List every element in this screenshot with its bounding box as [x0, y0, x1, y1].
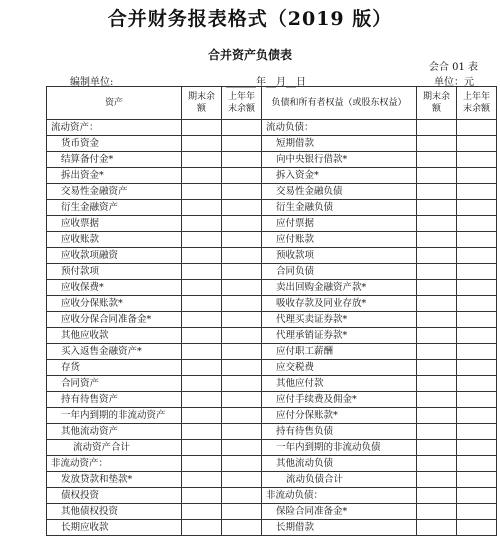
- asset-item-label: 流动资产合计: [47, 440, 182, 456]
- header-prev-balance-2: 上年年末余额: [457, 87, 497, 120]
- asset-end-balance-cell[interactable]: [182, 296, 222, 312]
- liability-item-label: 代理承销证券款*: [262, 328, 417, 344]
- asset-prev-balance-cell[interactable]: [222, 200, 262, 216]
- liability-end-balance-cell[interactable]: [417, 248, 457, 264]
- liability-item-label: 拆入资金*: [262, 168, 417, 184]
- form-code: 会合 01 表: [428, 62, 478, 73]
- asset-item-label: 拆出资金*: [47, 168, 182, 184]
- liability-prev-balance-cell[interactable]: [457, 136, 497, 152]
- asset-end-balance-cell[interactable]: [182, 472, 222, 488]
- table-row: [47, 328, 497, 344]
- table-row: [47, 520, 497, 536]
- liability-end-balance-cell[interactable]: [417, 440, 457, 456]
- asset-end-balance-cell[interactable]: [182, 328, 222, 344]
- liability-item-label: 衍生金融负债: [262, 200, 417, 216]
- liability-item-label: 吸收存款及同业存放*: [262, 296, 417, 312]
- table-row: [47, 248, 497, 264]
- asset-prev-balance-cell[interactable]: [222, 408, 262, 424]
- liability-prev-balance-cell[interactable]: [457, 408, 497, 424]
- liability-end-balance-cell[interactable]: [417, 120, 457, 136]
- asset-end-balance-cell[interactable]: [182, 520, 222, 536]
- asset-prev-balance-cell[interactable]: [222, 392, 262, 408]
- liability-prev-balance-cell[interactable]: [457, 120, 497, 136]
- liability-item-label: 一年内到期的非流动负债: [262, 440, 417, 456]
- liability-end-balance-cell[interactable]: [417, 152, 457, 168]
- table-row: [47, 152, 497, 168]
- asset-end-balance-cell[interactable]: [182, 344, 222, 360]
- header-prev-balance: 上年年末余额: [222, 87, 262, 120]
- liability-end-balance-cell[interactable]: [417, 280, 457, 296]
- liability-end-balance-cell[interactable]: [417, 376, 457, 392]
- liability-item-label: 预收款项: [262, 248, 417, 264]
- table-row: [47, 408, 497, 424]
- asset-end-balance-cell[interactable]: [182, 152, 222, 168]
- asset-prev-balance-cell[interactable]: [222, 248, 262, 264]
- asset-item-label: 交易性金融资产: [47, 184, 182, 200]
- liability-prev-balance-cell[interactable]: [457, 280, 497, 296]
- table-row: [47, 312, 497, 328]
- asset-prev-balance-cell[interactable]: [222, 120, 262, 136]
- asset-prev-balance-cell[interactable]: [222, 472, 262, 488]
- liability-prev-balance-cell[interactable]: [457, 184, 497, 200]
- table-row: [47, 136, 497, 152]
- table-row: [47, 456, 497, 472]
- asset-prev-balance-cell[interactable]: [222, 520, 262, 536]
- asset-prev-balance-cell[interactable]: [222, 216, 262, 232]
- asset-end-balance-cell[interactable]: [182, 200, 222, 216]
- liability-end-balance-cell[interactable]: [417, 504, 457, 520]
- asset-prev-balance-cell[interactable]: [222, 456, 262, 472]
- liability-item-label: 短期借款: [262, 136, 417, 152]
- asset-item-label: 持有待售资产: [47, 392, 182, 408]
- asset-item-label: 流动资产：: [47, 120, 182, 136]
- table-row: [47, 376, 497, 392]
- liability-prev-balance-cell[interactable]: [457, 504, 497, 520]
- table-row: [47, 296, 497, 312]
- table-row: [47, 424, 497, 440]
- table-row: [47, 216, 497, 232]
- asset-end-balance-cell[interactable]: [182, 360, 222, 376]
- liability-item-label: 应付手续费及佣金*: [262, 392, 417, 408]
- liability-prev-balance-cell[interactable]: [457, 360, 497, 376]
- liability-end-balance-cell[interactable]: [417, 264, 457, 280]
- asset-item-label: 预付款项: [47, 264, 182, 280]
- liability-prev-balance-cell[interactable]: [457, 472, 497, 488]
- asset-item-label: 应收保费*: [47, 280, 182, 296]
- liability-item-label: 卖出回购金融资产款*: [262, 280, 417, 296]
- table-row: [47, 360, 497, 376]
- liability-prev-balance-cell[interactable]: [457, 344, 497, 360]
- asset-prev-balance-cell[interactable]: [222, 280, 262, 296]
- asset-prev-balance-cell[interactable]: [222, 360, 262, 376]
- asset-end-balance-cell[interactable]: [182, 408, 222, 424]
- liability-end-balance-cell[interactable]: [417, 184, 457, 200]
- liability-prev-balance-cell[interactable]: [457, 456, 497, 472]
- asset-prev-balance-cell[interactable]: [222, 232, 262, 248]
- liability-end-balance-cell[interactable]: [417, 168, 457, 184]
- asset-item-label: 应收款项融资: [47, 248, 182, 264]
- liability-end-balance-cell[interactable]: [417, 200, 457, 216]
- liability-prev-balance-cell[interactable]: [457, 216, 497, 232]
- asset-prev-balance-cell[interactable]: [222, 504, 262, 520]
- document-title: 合并财务报表格式（2019 版）: [107, 8, 393, 30]
- liability-end-balance-cell[interactable]: [417, 488, 457, 504]
- asset-item-label: 长期应收款: [47, 520, 182, 536]
- liability-end-balance-cell[interactable]: [417, 312, 457, 328]
- liability-end-balance-cell[interactable]: [417, 456, 457, 472]
- liability-prev-balance-cell[interactable]: [457, 520, 497, 536]
- liability-end-balance-cell[interactable]: [417, 216, 457, 232]
- asset-end-balance-cell[interactable]: [182, 216, 222, 232]
- table-row: [47, 200, 497, 216]
- liability-item-label: 应付分保账款*: [262, 408, 417, 424]
- asset-item-label: 买入返售金融资产*: [47, 344, 182, 360]
- liability-item-label: 其他应付款: [262, 376, 417, 392]
- asset-end-balance-cell[interactable]: [182, 424, 222, 440]
- header-end-balance-2: 期末余额: [417, 87, 457, 120]
- header-end-balance: 期末余额: [182, 87, 222, 120]
- asset-prev-balance-cell[interactable]: [222, 184, 262, 200]
- asset-end-balance-cell[interactable]: [182, 168, 222, 184]
- asset-prev-balance-cell[interactable]: [222, 152, 262, 168]
- liability-item-label: 应付票据: [262, 216, 417, 232]
- table-row: [47, 392, 497, 408]
- asset-end-balance-cell[interactable]: [182, 504, 222, 520]
- liability-prev-balance-cell[interactable]: [457, 440, 497, 456]
- liability-item-label: 交易性金融负债: [262, 184, 417, 200]
- asset-item-label: 债权投资: [47, 488, 182, 504]
- liability-end-balance-cell[interactable]: [417, 360, 457, 376]
- table-row: [47, 184, 497, 200]
- asset-item-label: 应收分保账款*: [47, 296, 182, 312]
- asset-prev-balance-cell[interactable]: [222, 168, 262, 184]
- liability-end-balance-cell[interactable]: [417, 408, 457, 424]
- asset-prev-balance-cell[interactable]: [222, 136, 262, 152]
- liability-item-label: 长期借款: [262, 520, 417, 536]
- liability-item-label: 流动负债：: [262, 120, 417, 136]
- liability-prev-balance-cell[interactable]: [457, 264, 497, 280]
- asset-end-balance-cell[interactable]: [182, 376, 222, 392]
- asset-item-label: 合同资产: [47, 376, 182, 392]
- asset-end-balance-cell[interactable]: [182, 312, 222, 328]
- liability-item-label: 流动负债合计: [262, 472, 417, 488]
- asset-item-label: 应收账款: [47, 232, 182, 248]
- date-line: ______年__月__日: [226, 77, 306, 88]
- liability-item-label: 代理买卖证券款*: [262, 312, 417, 328]
- statement-title: 合并资产负债表: [207, 48, 292, 62]
- liability-item-label: 应付账款: [262, 232, 417, 248]
- liability-prev-balance-cell[interactable]: [457, 200, 497, 216]
- asset-prev-balance-cell[interactable]: [222, 312, 262, 328]
- currency-unit: 单位：元: [434, 77, 474, 88]
- liability-prev-balance-cell[interactable]: [457, 232, 497, 248]
- asset-end-balance-cell[interactable]: [182, 120, 222, 136]
- preparer-label: 编制单位:: [70, 77, 114, 88]
- liability-prev-balance-cell[interactable]: [457, 424, 497, 440]
- asset-prev-balance-cell[interactable]: [222, 488, 262, 504]
- asset-item-label: 存货: [47, 360, 182, 376]
- liability-prev-balance-cell[interactable]: [457, 376, 497, 392]
- table-row: [47, 472, 497, 488]
- liability-item-label: 持有待售负债: [262, 424, 417, 440]
- table-row: [47, 344, 497, 360]
- asset-prev-balance-cell[interactable]: [222, 344, 262, 360]
- liability-end-balance-cell[interactable]: [417, 328, 457, 344]
- asset-item-label: 结算备付金*: [47, 152, 182, 168]
- asset-item-label: 其他流动资产: [47, 424, 182, 440]
- asset-item-label: 应收票据: [47, 216, 182, 232]
- table-row: [47, 280, 497, 296]
- liability-item-label: 向中央银行借款*: [262, 152, 417, 168]
- asset-end-balance-cell[interactable]: [182, 264, 222, 280]
- header-liabilities-equity: 负债和所有者权益（或股东权益）: [262, 87, 417, 120]
- liability-item-label: 非流动负债：: [262, 488, 417, 504]
- asset-item-label: 衍生金融资产: [47, 200, 182, 216]
- liability-prev-balance-cell[interactable]: [457, 312, 497, 328]
- asset-end-balance-cell[interactable]: [182, 232, 222, 248]
- liability-end-balance-cell[interactable]: [417, 424, 457, 440]
- liability-end-balance-cell[interactable]: [417, 296, 457, 312]
- asset-prev-balance-cell[interactable]: [222, 264, 262, 280]
- table-header-row: [47, 87, 497, 120]
- table-row: [47, 488, 497, 504]
- liability-prev-balance-cell[interactable]: [457, 168, 497, 184]
- asset-end-balance-cell[interactable]: [182, 184, 222, 200]
- liability-item-label: 应交税费: [262, 360, 417, 376]
- liability-end-balance-cell[interactable]: [417, 520, 457, 536]
- asset-end-balance-cell[interactable]: [182, 248, 222, 264]
- liability-end-balance-cell[interactable]: [417, 472, 457, 488]
- asset-end-balance-cell[interactable]: [182, 392, 222, 408]
- liability-end-balance-cell[interactable]: [417, 232, 457, 248]
- header-assets: 资产: [47, 87, 182, 120]
- liability-item-label: 保险合同准备金*: [262, 504, 417, 520]
- asset-prev-balance-cell[interactable]: [222, 376, 262, 392]
- table-row: [47, 168, 497, 184]
- asset-item-label: 一年内到期的非流动资产: [47, 408, 182, 424]
- table-row: [47, 440, 497, 456]
- liability-prev-balance-cell[interactable]: [457, 296, 497, 312]
- asset-item-label: 非流动资产：: [47, 456, 182, 472]
- asset-item-label: 发放贷款和垫款*: [47, 472, 182, 488]
- table-row: [47, 120, 497, 136]
- liability-item-label: 合同负债: [262, 264, 417, 280]
- liability-prev-balance-cell[interactable]: [457, 152, 497, 168]
- asset-prev-balance-cell[interactable]: [222, 296, 262, 312]
- liability-end-balance-cell[interactable]: [417, 136, 457, 152]
- liability-item-label: 应付职工薪酬: [262, 344, 417, 360]
- table-row: [47, 504, 497, 520]
- asset-end-balance-cell[interactable]: [182, 440, 222, 456]
- liability-prev-balance-cell[interactable]: [457, 248, 497, 264]
- asset-prev-balance-cell[interactable]: [222, 440, 262, 456]
- table-row: [47, 264, 497, 280]
- asset-prev-balance-cell[interactable]: [222, 424, 262, 440]
- asset-end-balance-cell[interactable]: [182, 136, 222, 152]
- asset-item-label: 其他债权投资: [47, 504, 182, 520]
- table-body: [47, 120, 497, 536]
- asset-prev-balance-cell[interactable]: [222, 328, 262, 344]
- asset-end-balance-cell[interactable]: [182, 280, 222, 296]
- asset-end-balance-cell[interactable]: [182, 488, 222, 504]
- liability-end-balance-cell[interactable]: [417, 344, 457, 360]
- liability-prev-balance-cell[interactable]: [457, 488, 497, 504]
- liability-prev-balance-cell[interactable]: [457, 328, 497, 344]
- balance-sheet-table: [46, 86, 497, 536]
- liability-item-label: 其他流动负债: [262, 456, 417, 472]
- asset-item-label: 货币资金: [47, 136, 182, 152]
- table-row: [47, 232, 497, 248]
- asset-item-label: 应收分保合同准备金*: [47, 312, 182, 328]
- asset-item-label: 其他应收款: [47, 328, 182, 344]
- asset-end-balance-cell[interactable]: [182, 456, 222, 472]
- liability-prev-balance-cell[interactable]: [457, 392, 497, 408]
- liability-end-balance-cell[interactable]: [417, 392, 457, 408]
